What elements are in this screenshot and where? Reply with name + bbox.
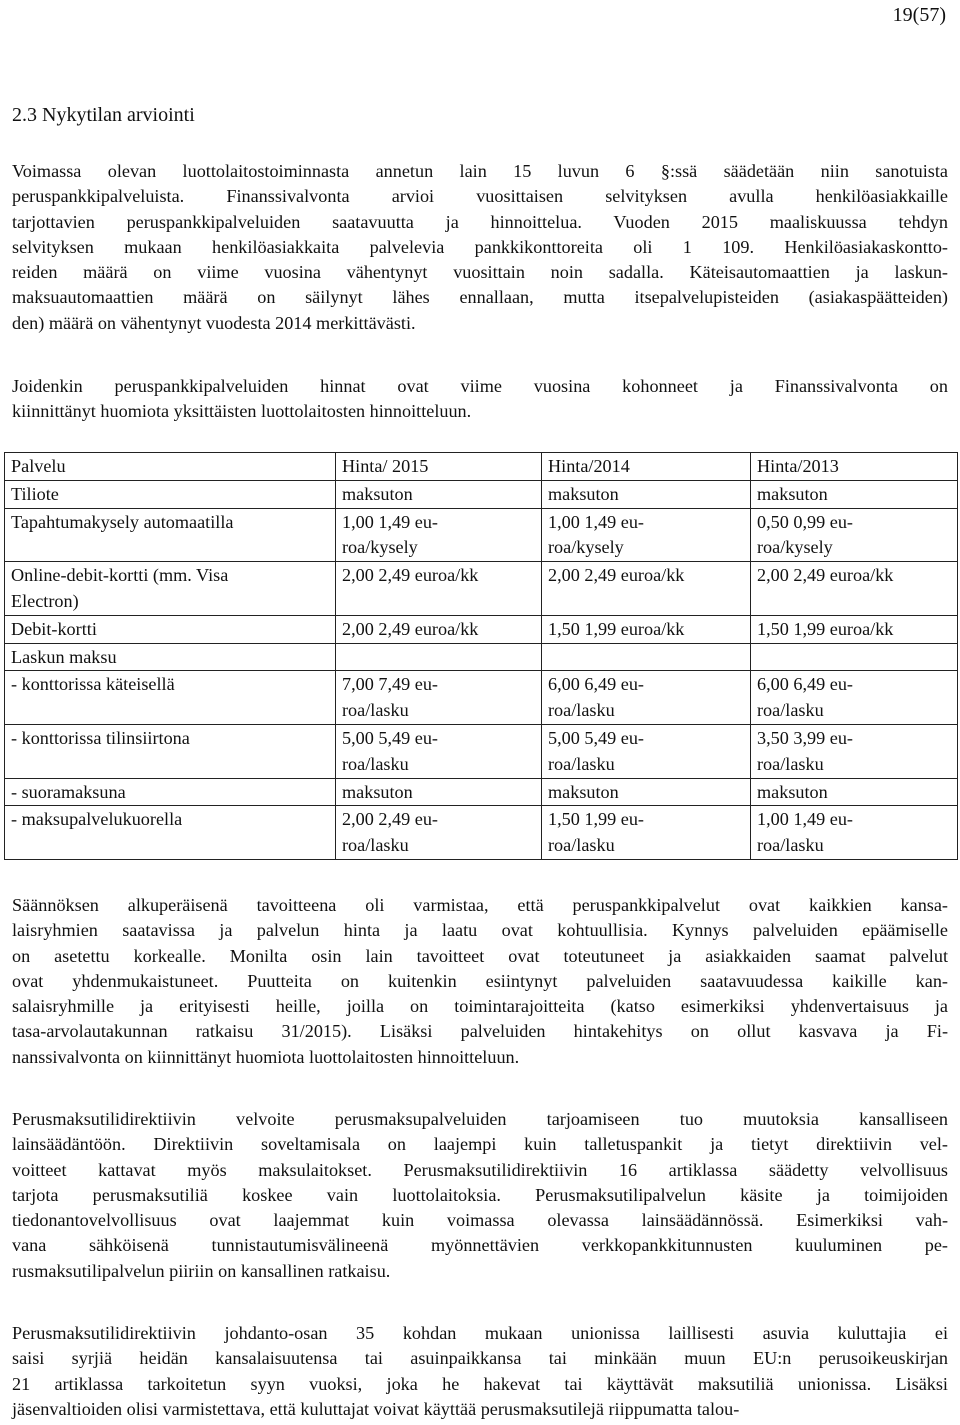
cell-text: 1,00 1,49 eu- [548, 511, 644, 532]
price-2013-cell [751, 671, 958, 725]
column-header: Hinta/2013 [751, 453, 958, 481]
cell-text: maksuton [548, 483, 619, 504]
cell-text: 2,00 2,49 euroa/kk [548, 565, 685, 586]
price-2013-cell [751, 562, 958, 616]
cell-text: roa/kysely [757, 537, 833, 558]
cell-text: roa/lasku [342, 753, 409, 774]
section-heading: 2.3 Nykytilan arviointi [12, 104, 195, 126]
cell-text: 0,50 0,99 eu- [757, 511, 853, 532]
price-2013-cell [751, 643, 958, 671]
cell-text [548, 645, 746, 671]
price-2013-cell [751, 778, 958, 806]
service-cell [5, 643, 336, 671]
cell-text: 2,00 2,49 eu- [342, 809, 438, 830]
cell-text: roa/kysely [342, 537, 418, 558]
price-2015-cell [336, 480, 542, 508]
text-line: Perusmaksutilidirektiivin johdanto-osan 35 kohdan mukaan unionissa laillisesti asuvia kuluttajia ei [12, 1323, 948, 1343]
text-line: kiinnittänyt huomiota yksittäisten luottolaitosten hinnoitteluun. [12, 401, 472, 422]
text-line: laisryhmien saatavissa ja palvelun hinta ja laatu ovat kohtuullisia. Kynnys palveluiden epäämiselle [12, 920, 948, 941]
service-cell [5, 562, 336, 616]
price-2015-cell [336, 806, 542, 860]
text-line: tasa-arvolautakunnan ratkaisu 31/2015). Lisäksi palveluiden hintakehitys on ollut kasvava ja Fi- [12, 1021, 948, 1042]
table-row [5, 508, 958, 562]
cell-text: roa/lasku [548, 835, 615, 856]
cell-text: roa/lasku [548, 753, 615, 774]
table-row [5, 615, 958, 643]
text-line: jäsenvaltioiden olisi varmistettava, että kuluttajat voivat käyttää perusmaksutilejä riippumatta talou- [12, 1398, 740, 1419]
cell-text: 3,50 3,99 eu- [757, 727, 853, 748]
text-line: rusmaksutilipalvelun piiriin on kansallinen ratkaisu. [12, 1260, 391, 1281]
table-row [5, 671, 958, 725]
cell-text: 7,00 7,49 eu- [342, 674, 438, 695]
text-line: 21 artiklassa tarkoitetun syyn vuoksi, joka he hakevat tai käyttävät maksutiliä unionissa. Lisäksi [12, 1373, 948, 1394]
text-line: tarjottavien peruspankkipalveluiden saatavuutta ja hinnoittelua. Vuoden 2015 maaliskuussa tehdyn [12, 211, 948, 232]
cell-text: 6,00 6,49 eu- [548, 674, 644, 695]
paragraph-3 [12, 893, 948, 1070]
cell-text: Online-debit-kortti (mm. Visa [11, 565, 229, 586]
text-line: peruspankkipalveluista. Finanssivalvonta arvioi vuosittaisen selvityksen avulla henkilöasiakkaille [12, 186, 948, 207]
table-row [5, 806, 958, 860]
price-2013-cell [751, 615, 958, 643]
text-line: salaisryhmille ja erityisesti heille, joilla on toimintarajoitteita (katso esimerkiksi yhdenvertaisuus ja [12, 996, 948, 1017]
price-2015-cell [336, 562, 542, 616]
cell-text: 1,00 1,49 eu- [757, 809, 853, 830]
cell-text: 1,50 1,99 euroa/kk [757, 618, 894, 639]
cell-text: roa/lasku [548, 700, 615, 721]
text-line: Perusmaksutilidirektiivin velvoite perusmaksupalveluiden tarjoamiseen tuo muutoksia kansalliseen [12, 1109, 948, 1129]
price-2014-cell [542, 806, 751, 860]
table-row [5, 562, 958, 616]
cell-text: 1,50 1,99 eu- [548, 809, 644, 830]
table-row [5, 643, 958, 671]
cell-text [757, 645, 953, 671]
text-line: ovat yhdenmukaistuneet. Puutteita on kuitenkin esiintynyt palveluiden saatavuudessa kaikille kan- [12, 970, 948, 991]
cell-text: Electron) [11, 590, 79, 611]
cell-text: - konttorissa tilinsiirtona [11, 727, 190, 748]
service-cell [5, 615, 336, 643]
cell-text: Tapahtumakysely automaatilla [11, 511, 234, 532]
price-2014-cell [542, 671, 751, 725]
table-header-row [5, 453, 958, 481]
cell-text: 5,00 5,49 eu- [548, 727, 644, 748]
page-number: 19(57) [892, 4, 946, 26]
text-line: Säännöksen alkuperäisenä tavoitteena oli varmistaa, että peruspankkipalvelut ovat kaikkien kansa- [12, 895, 948, 915]
cell-text: 5,00 5,49 eu- [342, 727, 438, 748]
price-2014-cell [542, 643, 751, 671]
cell-text: roa/lasku [342, 700, 409, 721]
price-2014-cell [542, 562, 751, 616]
cell-text: roa/lasku [757, 753, 824, 774]
cell-text: 2,00 2,49 euroa/kk [342, 618, 479, 639]
paragraph-1 [12, 159, 948, 336]
text-line: Voimassa olevan luottolaitostoiminnasta annetun lain 15 luvun 6 §:ssä säädetään niin sanotuista [12, 161, 948, 181]
price-2014-cell [542, 480, 751, 508]
cell-text: maksuton [757, 781, 828, 802]
price-2013-cell [751, 508, 958, 562]
cell-text: 6,00 6,49 eu- [757, 674, 853, 695]
cell-text: maksuton [757, 483, 828, 504]
cell-text: 2,00 2,49 euroa/kk [757, 565, 894, 586]
cell-text: roa/lasku [342, 835, 409, 856]
cell-text [342, 645, 537, 671]
text-line: lainsäädäntöön. Direktiivin soveltamisala on laajempi kuin talletuspankit ja tietyt direktiivin vel- [12, 1134, 948, 1155]
paragraph-4 [12, 1107, 948, 1284]
price-2015-cell [336, 615, 542, 643]
price-2014-cell [542, 508, 751, 562]
cell-text: Tiliote [11, 483, 59, 504]
text-line: tarjota perusmaksutiliä koskee vain luottolaitoksia. Perusmaksutilipalvelun käsite ja toimijoiden [12, 1184, 948, 1205]
price-table [4, 452, 958, 860]
text-line: nanssivalvonta on kiinnittänyt huomiota luottolaitosten hinnoitteluun. [12, 1046, 520, 1067]
cell-text: 1,00 1,49 eu- [342, 511, 438, 532]
table-row [5, 480, 958, 508]
cell-text: Laskun maksu [11, 646, 117, 667]
price-2015-cell [336, 671, 542, 725]
price-2013-cell [751, 724, 958, 778]
text-line: voitteet kattavat myös maksulaitokset. Perusmaksutilidirektiivin 16 artiklassa säädetty velvollisuus [12, 1159, 948, 1180]
price-2015-cell [336, 724, 542, 778]
text-line: selvityksen mukaan henkilöasiakkaita palvelevia pankkikonttoreita oli 1 109. Henkilöasiakaskontto- [12, 236, 948, 257]
text-line: reiden määrä on viime vuosina vähentynyt vuosittain noin sadalla. Käteisautomaattien ja laskun- [12, 262, 948, 283]
table-row [5, 778, 958, 806]
text-line: vana sähköisenä tunnistautumisvälineenä myönnettävien verkkopankkitunnusten kuuluminen pe- [12, 1235, 948, 1256]
text-line: on asetettu korkealle. Monilta osin lain tavoitteet ovat toteutuneet ja asiakkaiden saamat palvelut [12, 945, 948, 966]
cell-text: Debit-kortti [11, 618, 97, 639]
text-line: maksuautomaattien määrä on säilynyt lähes ennallaan, mutta itsepalvelupisteiden (asiakaspäätteiden) [12, 287, 948, 308]
service-cell [5, 806, 336, 860]
cell-text: maksuton [548, 781, 619, 802]
cell-text: - maksupalvelukuorella [11, 809, 183, 830]
cell-text: roa/lasku [757, 700, 824, 721]
column-header: Palvelu [5, 453, 336, 481]
service-cell [5, 778, 336, 806]
service-cell [5, 508, 336, 562]
service-cell [5, 671, 336, 725]
cell-text: 2,00 2,49 euroa/kk [342, 565, 479, 586]
cell-text: - konttorissa käteisellä [11, 674, 175, 695]
table-row [5, 724, 958, 778]
price-2013-cell [751, 806, 958, 860]
price-2015-cell [336, 643, 542, 671]
service-cell [5, 724, 336, 778]
column-header: Hinta/ 2015 [336, 453, 542, 481]
cell-text: roa/kysely [548, 537, 624, 558]
price-2015-cell [336, 778, 542, 806]
price-2013-cell [751, 480, 958, 508]
cell-text: - suoramaksuna [11, 781, 126, 802]
price-2014-cell [542, 724, 751, 778]
text-line: saisi syrjiä heidän kansalaisuutensa tai asuinpaikkansa tai minkään muun EU:n perusoikeuskirjan [12, 1348, 948, 1369]
price-2015-cell [336, 508, 542, 562]
text-line: tiedonantovelvollisuus ovat laajemmat kuin voimassa olevassa lainsäädännössä. Esimerkiksi vah- [12, 1210, 948, 1231]
service-cell [5, 480, 336, 508]
cell-text: 1,50 1,99 euroa/kk [548, 618, 685, 639]
paragraph-5 [12, 1321, 948, 1422]
text-line: Joidenkin peruspankkipalveluiden hinnat ovat viime vuosina kohonneet ja Finanssivalvonta on [12, 376, 948, 396]
text-line: den) määrä on vähentynyt vuodesta 2014 merkittävästi. [12, 312, 416, 333]
cell-text: roa/lasku [757, 835, 824, 856]
cell-text: maksuton [342, 781, 413, 802]
column-header: Hinta/2014 [542, 453, 751, 481]
cell-text: maksuton [342, 483, 413, 504]
price-2014-cell [542, 615, 751, 643]
paragraph-2 [12, 374, 948, 425]
price-2014-cell [542, 778, 751, 806]
